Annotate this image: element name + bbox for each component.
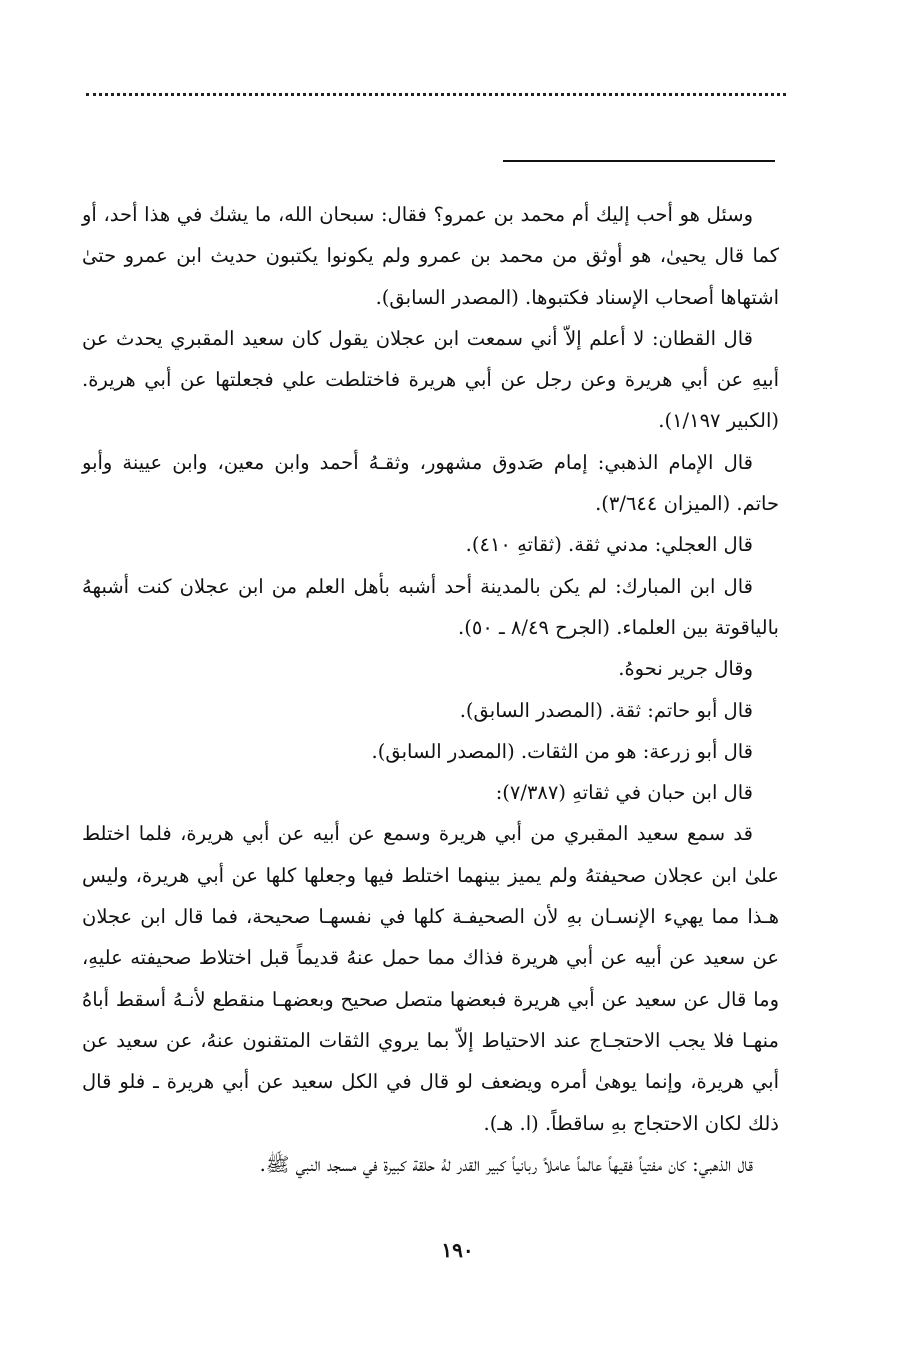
paragraph: قال الذهبي: كان مفتياً فقيهاً عالماً عاملاً ربانياً كبير القدر لهُ حلقة كبيرة في مسجد النبي ﷺ. [259,1152,753,1176]
paragraph: وقال جرير نحوهُ. [618,657,753,681]
paragraph: وسئل هو أحب إليك أم محمد بن عمرو؟ فقال: سبحان الله، ما يشك في هذا أحد، أو كما قال يحيىٰ، هو أوثق من محمد بن عمرو ولم يكونوا يكتبون حديث ابن عمرو حتىٰ اشتهاها أصحاب الإسناد فكتبوها. (المصدر السابق). [82,203,779,309]
dotted-separator [86,93,786,96]
page-number: ١٩٠ [441,1238,474,1262]
paragraph: قال ابن حبان في ثقاتهِ (٧/٣٨٧): [495,781,753,805]
paragraph: قال ابن المبارك: لم يكن بالمدينة أحد أشبه بأهل العلم من ابن عجلان كنت أشبههُ بالياقوتة بين العلماء. (الجرح ٨/٤٩ ـ ٥٠). [82,574,779,639]
paragraph: قال أبو حاتم: ثقة. (المصدر السابق). [459,698,753,722]
paragraph: قد سمع سعيد المقبري من أبي هريرة وسمع عن أبيه عن أبي هريرة، فلما اختلط علىٰ ابن عجلان صحيفتهُ ولم يميز بينهما اختلط فيها وجعلها كلها عن أبي هريرة، وليس هـذا مما يهيء الإنسـان بهِ لأن الصحيفـة كلها في نفسهـا صحيحة، فما قال ابن عجلان عن سعيد عن أبيه عن أبي هريرة فذاك مما حمل عنهُ قديماً قبل اختلاط صحيفته عليهِ، وما قال عن سعيد عن أبي هريرة فبعضها متصل صحيح وبعضهـا منقطع لأنـهُ أسقط أباهُ منهـا فلا يجب الاحتجـاج عند الاحتياط إلاّ بما يروي الثقات المتقنون عنهُ، عن سعيد عن أبي هريرة، وإنما يوهىٰ أمره ويضعف لو قال في الكل سعيد عن أبي هريرة ـ فلو قال ذلك لكان الاحتجاج بهِ ساقطاً. (ا. هـ). [82,822,779,1135]
paragraph: قال أبو زرعة: هو من الثقات. (المصدر السابق). [371,739,753,763]
paragraph: قال القطان: لا أعلم إلاّ أني سمعت ابن عجلان يقول كان سعيد المقبري يحدث عن أبيهِ عن أبي هريرة وعن رجل عن أبي هريرة فاختلطت علي فجعلتها عن أبي هريرة. (الكبير ١/١٩٧). [82,326,779,433]
paragraph: قال الإمام الذهبي: إمام صَدوق مشهور، وثقـهُ أحمد وابن معين، وابن عيينة وأبو حاتم. (الميزان ٣/٦٤٤). [82,450,779,516]
body-text [82,194,779,1185]
paragraph: قال العجلي: مدني ثقة. (ثقاتهِ ٤١٠). [465,533,753,557]
footnote-rule [503,160,775,162]
